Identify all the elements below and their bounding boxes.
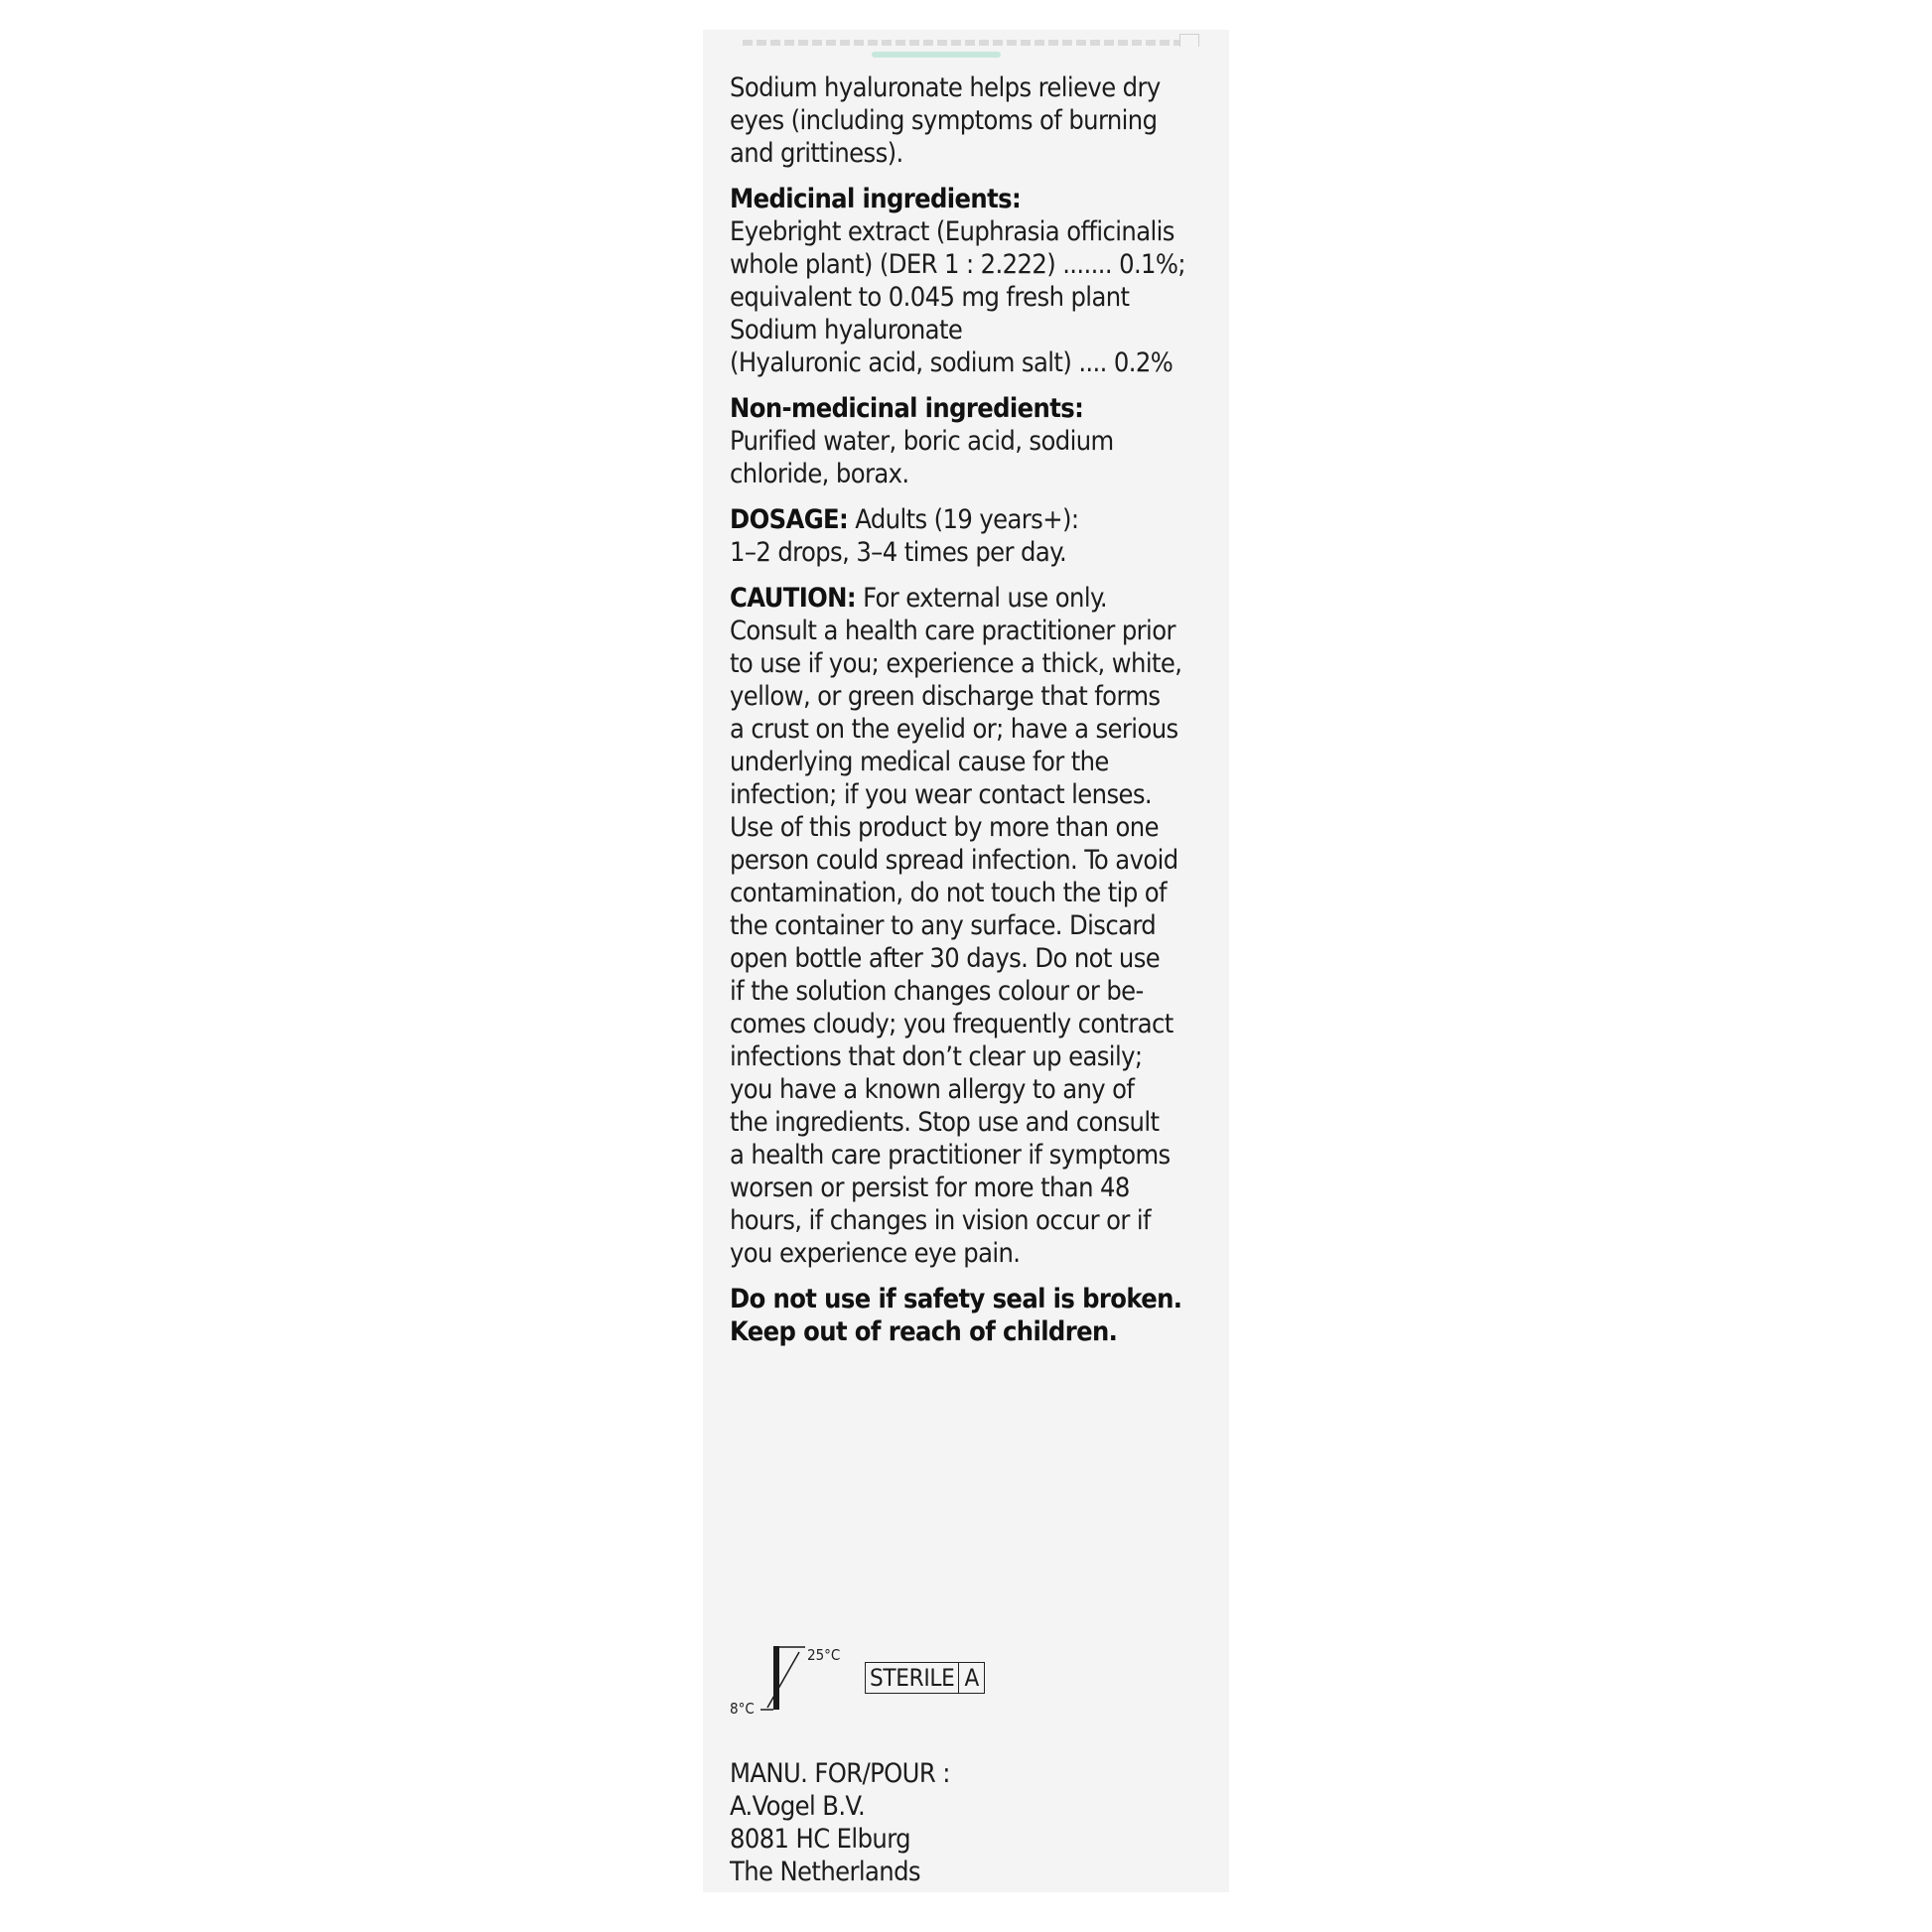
non-medicinal-heading: Non-medicinal ingredients: bbox=[730, 393, 1084, 424]
non-medicinal-ingredients bbox=[730, 392, 1216, 490]
cropped-header-strip bbox=[743, 34, 1189, 64]
medicinal-line: equivalent to 0.045 mg fresh plant bbox=[730, 282, 1130, 313]
caution-line: worsen or persist for more than 48 bbox=[730, 1173, 1130, 1203]
medicinal-line: Eyebright extract (Euphrasia officinalis bbox=[730, 216, 1174, 247]
non-medicinal-line: Purified water, boric acid, sodium bbox=[730, 426, 1114, 457]
address-line: 8081 HC Elburg bbox=[730, 1824, 910, 1855]
caution-line: if the solution changes colour or be- bbox=[730, 976, 1144, 1007]
caution-line: a crust on the eyelid or; have a serious bbox=[730, 714, 1178, 745]
medicinal-line: Sodium hyaluronate bbox=[730, 315, 963, 345]
caution-line: hours, if changes in vision occur or if bbox=[730, 1205, 1151, 1236]
caution-line: the container to any surface. Discard bbox=[730, 910, 1157, 941]
caution-line: person could spread infection. To avoid bbox=[730, 845, 1178, 876]
sterile-method: A bbox=[958, 1663, 983, 1693]
storage-symbols bbox=[730, 1608, 1028, 1718]
medicinal-line: (Hyaluronic acid, sodium salt) .... 0.2% bbox=[730, 347, 1173, 378]
caution-line: Consult a health care practitioner prior bbox=[730, 616, 1175, 646]
caution-line: yellow, or green discharge that forms bbox=[730, 681, 1161, 712]
medicinal-ingredients bbox=[730, 183, 1216, 379]
medicinal-line: whole plant) (DER 1 : 2.222) ....... 0.1%; bbox=[730, 249, 1185, 280]
caution-line: underlying medical cause for the bbox=[730, 747, 1109, 777]
caution-section bbox=[730, 582, 1216, 1270]
caution-line: comes cloudy; you frequently contract bbox=[730, 1009, 1173, 1039]
intro-line: eyes (including symptoms of burning bbox=[730, 105, 1158, 136]
temp-low-label: 8°C bbox=[730, 1700, 755, 1718]
address-line: The Netherlands bbox=[730, 1857, 920, 1887]
non-medicinal-line: chloride, borax. bbox=[730, 459, 909, 489]
caution-line: infection; if you wear contact lenses. bbox=[730, 779, 1153, 810]
caution-line: Use of this product by more than one bbox=[730, 812, 1159, 843]
manufacturer-address bbox=[730, 1757, 950, 1888]
caution-line: infections that don’t clear up easily; bbox=[730, 1041, 1143, 1072]
warning-line: Keep out of reach of children. bbox=[730, 1316, 1118, 1347]
caution-line: open bottle after 30 days. Do not use bbox=[730, 943, 1161, 974]
temp-high-label: 25°C bbox=[807, 1646, 841, 1664]
sterile-label: STERILE bbox=[870, 1664, 955, 1692]
caution-line: the ingredients. Stop use and consult bbox=[730, 1107, 1160, 1138]
cropped-header-corner bbox=[1179, 34, 1199, 47]
caution-first: For external use only. bbox=[856, 583, 1108, 614]
warning-line: Do not use if safety seal is broken. bbox=[730, 1284, 1182, 1314]
address-line: A.Vogel B.V. bbox=[730, 1791, 866, 1822]
caution-label: CAUTION: bbox=[730, 583, 857, 614]
label-panel bbox=[703, 30, 1229, 1892]
cropped-header-text bbox=[743, 40, 1179, 46]
dosage-first-line bbox=[730, 503, 1216, 536]
dosage-second: 1–2 drops, 3–4 times per day. bbox=[730, 537, 1067, 568]
dosage-section bbox=[730, 503, 1216, 569]
temperature-limit-icon bbox=[759, 1644, 811, 1716]
caution-line: a health care practitioner if symptoms bbox=[730, 1140, 1171, 1171]
intro-line: Sodium hyaluronate helps relieve dry bbox=[730, 72, 1161, 103]
label-text bbox=[730, 71, 1216, 1361]
intro-line: and grittiness). bbox=[730, 138, 903, 169]
address-line: MANU. FOR/POUR : bbox=[730, 1758, 950, 1789]
sterile-symbol bbox=[865, 1662, 985, 1694]
caution-line: to use if you; experience a thick, white, bbox=[730, 648, 1182, 679]
caution-line: contamination, do not touch the tip of bbox=[730, 878, 1167, 908]
caution-line: you have a known allergy to any of bbox=[730, 1074, 1135, 1105]
dosage-first: Adults (19 years+): bbox=[848, 504, 1079, 535]
medicinal-heading: Medicinal ingredients: bbox=[730, 184, 1022, 214]
caution-line: you experience eye pain. bbox=[730, 1238, 1021, 1269]
dosage-label: DOSAGE: bbox=[730, 504, 849, 535]
intro-paragraph bbox=[730, 71, 1216, 170]
cropped-header-accent bbox=[872, 52, 1001, 58]
caution-first-line bbox=[730, 582, 1216, 615]
warning-section bbox=[730, 1283, 1216, 1348]
